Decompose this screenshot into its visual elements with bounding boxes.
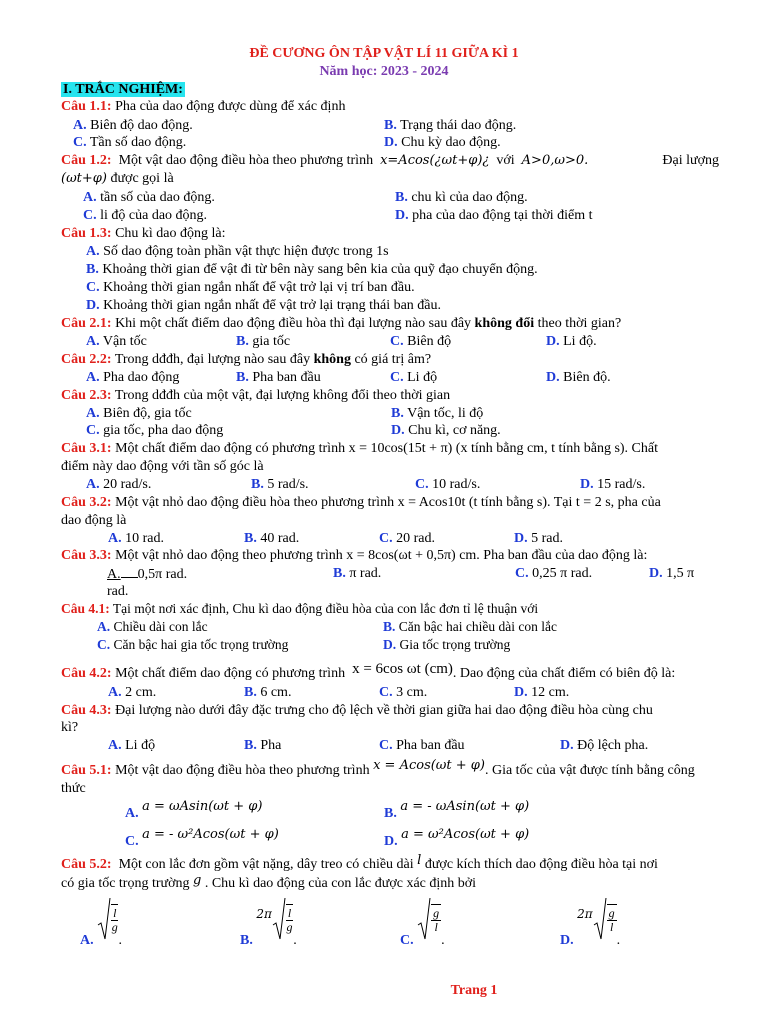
page-title: ĐỀ CƯƠNG ÔN TẬP VẬT LÍ 11 GIỮA KÌ 1 <box>249 46 519 61</box>
option-text: Khoảng thời gian để vật đi từ bên này sang bên kia của quỹ đạo chuyển động. <box>102 262 538 277</box>
question-4-2 <box>61 661 676 682</box>
option-text: 40 rad. <box>260 531 300 546</box>
question-stem: có gia tốc trọng trường <box>61 876 190 891</box>
option-letter: C. <box>390 334 404 349</box>
question-stem: Một vật dao động điều hòa theo phương trình <box>118 153 374 168</box>
option-b <box>244 737 281 754</box>
option-c <box>400 897 445 949</box>
option-b <box>333 565 381 582</box>
option-text: gia tốc <box>252 334 291 349</box>
option-c <box>379 684 427 701</box>
question-stem: Trong dđđh, đại lượng nào sau đây <box>114 352 311 367</box>
option-letter: B. <box>244 738 257 753</box>
numerator: g <box>608 906 615 920</box>
question-stem-end: . Gia tốc của vật được tính bằng công <box>484 763 695 778</box>
option-letter: B. <box>391 406 404 421</box>
option-letter: C. <box>86 280 100 295</box>
option-letter: B. <box>333 566 346 581</box>
option-text: Biên độ dao động. <box>90 118 193 133</box>
question-label: Câu 4.2: <box>61 666 112 681</box>
option-letter: B. <box>384 118 397 133</box>
option-letter: B. <box>384 806 397 821</box>
option-text: Độ lệch pha. <box>577 738 649 753</box>
option-text: Li độ <box>125 738 156 753</box>
option-text: 2 cm. <box>125 685 157 700</box>
variable-l: l <box>417 853 422 868</box>
option-d <box>649 565 694 582</box>
option-letter: D. <box>580 477 594 492</box>
formula: a = ω²Acos(ωt + φ) <box>401 827 530 842</box>
option-letter: C. <box>86 423 100 438</box>
option-d <box>514 530 563 547</box>
question-stem: Một vật nhỏ dao động theo phương trình x = 8cos(ωt + 0,5π) cm. Pha ban đầu của dao động là: <box>115 548 648 563</box>
option-text: 1,5 π <box>666 566 695 581</box>
denominator: g <box>111 920 118 934</box>
option-letter: A. <box>107 567 121 582</box>
radical <box>272 897 293 941</box>
question-stem-end: Đại lượng <box>662 153 719 168</box>
option-letter: A. <box>86 244 100 259</box>
equation: x = Acos(ωt + φ) <box>373 758 485 773</box>
option-d-wrap <box>107 583 128 600</box>
question-label: Câu 2.1: <box>61 316 112 331</box>
option-text: Pha dao động <box>103 370 180 385</box>
question-2-2 <box>61 351 431 368</box>
question-label: Câu 2.3: <box>61 388 112 403</box>
option-b <box>236 369 321 386</box>
question-label: Câu 3.2: <box>61 495 112 510</box>
option-c <box>379 530 435 547</box>
question-stem: Một vật nhỏ dao động điều hòa theo phương trình x = Acos10t (t tính bằng s). Tại t = 2 s, pha của <box>115 495 661 510</box>
option-b <box>384 117 516 134</box>
question-label: Câu 5.2: <box>61 857 112 872</box>
option-b <box>240 897 297 949</box>
option-b <box>244 684 291 701</box>
option-letter: B. <box>236 370 249 385</box>
option-letter: A. <box>83 190 97 205</box>
period: . <box>293 933 297 949</box>
option-letter: B. <box>86 262 99 277</box>
denominator: g <box>286 920 293 934</box>
radical <box>97 897 118 941</box>
option-letter: A. <box>108 685 122 700</box>
page-number: Trang 1 <box>450 983 498 998</box>
question-5-2-line2 <box>61 875 476 892</box>
option-text: Chiều dài con lắc <box>113 619 208 634</box>
question-3-1 <box>61 440 658 457</box>
option-letter: C. <box>379 738 393 753</box>
option-text: 5 rad/s. <box>267 477 309 492</box>
question-stem: Đại lượng nào dưới đây đặc trưng cho độ lệch về thời gian giữa hai dao động điều hòa cùng chu <box>115 703 653 718</box>
option-letter: A. <box>80 933 94 949</box>
question-stem: Một con lắc đơn gồm vật nặng, dây treo có chiều dài <box>118 857 414 872</box>
option-c <box>515 565 592 582</box>
option-a <box>73 117 193 134</box>
question-3-2-line2 <box>61 512 126 529</box>
fraction <box>111 904 118 934</box>
option-text: Pha <box>260 738 282 753</box>
option-letter: B. <box>244 685 257 700</box>
option-letter: C. <box>515 566 529 581</box>
radical <box>417 897 441 941</box>
option-letter: D. <box>514 531 528 546</box>
option-text: Tần số dao động. <box>89 135 187 150</box>
question-1-2-line2 <box>61 170 174 187</box>
option-d <box>514 684 569 701</box>
option-text: rad. <box>107 584 129 599</box>
option-d <box>384 826 530 849</box>
option-text: Biên độ <box>407 334 452 349</box>
option-a <box>108 737 155 754</box>
option-c <box>390 333 451 350</box>
option-text: 0,5π rad. <box>137 567 188 582</box>
option-text: 3 cm. <box>396 685 428 700</box>
option-letter: B. <box>236 334 249 349</box>
period: . <box>616 933 621 949</box>
option-text: 0,25 π rad. <box>532 566 593 581</box>
numerator: l <box>113 906 117 920</box>
option-letter: C. <box>125 834 139 849</box>
option-d <box>560 897 620 949</box>
option-a <box>86 369 179 386</box>
question-1-1 <box>61 98 345 115</box>
option-letter: B. <box>395 190 408 205</box>
question-stem: Một vật dao động điều hòa theo phương trình <box>115 763 370 778</box>
option-a <box>108 684 156 701</box>
option-b <box>244 530 299 547</box>
option-letter: A. <box>125 806 139 821</box>
denominator: l <box>609 920 614 934</box>
question-1-3 <box>61 225 226 242</box>
question-label: Câu 1.1: <box>61 99 112 114</box>
sqrt-sign-icon <box>272 897 286 941</box>
question-stem: được gọi là <box>110 171 174 186</box>
question-4-3-line2 <box>61 719 78 736</box>
option-text: Biên độ. <box>563 370 611 385</box>
option-letter: D. <box>384 834 398 849</box>
option-letter: A. <box>86 406 100 421</box>
question-stem-cont: với <box>496 153 515 168</box>
option-text: Khoảng thời gian ngắn nhất để vật trở lại trạng thái ban đầu. <box>103 298 442 313</box>
option-a <box>86 476 151 493</box>
option-a <box>83 189 215 206</box>
option-text: 10 rad. <box>125 531 165 546</box>
option-letter: D. <box>560 933 574 949</box>
option-letter: A. <box>97 619 111 634</box>
option-letter: C. <box>73 135 87 150</box>
question-stem: Một chất điểm dao động có phương trình x = 10cos(15t + π) (x tính bằng cm, t tính bằng s). Chất <box>115 441 658 456</box>
option-letter: B. <box>251 477 264 492</box>
option-a <box>125 798 263 821</box>
question-stem: Pha của dao động được dùng để xác định <box>115 99 346 114</box>
option-letter: D. <box>546 334 560 349</box>
question-label: Câu 1.2: <box>61 153 112 168</box>
question-stem: điểm này dao động với tần số góc là <box>61 459 264 474</box>
option-text: Biên độ, gia tốc <box>103 406 192 421</box>
option-b <box>86 261 538 278</box>
option-letter: C. <box>83 208 97 223</box>
question-2-1 <box>61 315 621 332</box>
option-c <box>86 422 223 439</box>
fraction <box>431 904 441 934</box>
question-stem-end: . Chu kì dao động của con lắc được xác định bởi <box>204 876 477 891</box>
question-label: Câu 5.1: <box>61 763 112 778</box>
option-letter: B. <box>244 531 257 546</box>
option-letter: A. <box>108 738 122 753</box>
option-letter: B. <box>383 619 396 634</box>
option-text: 20 rad. <box>396 531 436 546</box>
option-text: Gia tốc trọng trường <box>399 637 511 652</box>
question-label: Câu 3.3: <box>61 548 112 563</box>
option-b <box>251 476 309 493</box>
option-d <box>546 333 597 350</box>
option-a <box>80 897 122 949</box>
section-heading <box>61 81 185 98</box>
option-d <box>580 476 645 493</box>
question-stem-end: được kích thích dao động điều hòa tại nơi <box>424 857 658 872</box>
question-stem: dao động là <box>61 513 127 528</box>
option-letter: D. <box>514 685 528 700</box>
expression: (ωt+φ) <box>61 171 107 186</box>
option-b <box>391 405 483 422</box>
question-4-3 <box>61 702 653 719</box>
sqrt-sign-icon <box>593 897 607 941</box>
option-letter: D. <box>86 298 100 313</box>
option-text: Chu kỳ dao động. <box>401 135 501 150</box>
formula: a = - ωAsin(ωt + φ) <box>400 799 530 814</box>
option-b <box>236 333 290 350</box>
underline-blank <box>121 565 138 578</box>
option-c <box>86 279 415 296</box>
option-text: 6 cm. <box>260 685 292 700</box>
question-stem-end: có giá trị âm? <box>354 352 432 367</box>
period: . <box>441 933 445 949</box>
option-letter: A. <box>86 477 100 492</box>
two-pi: 2π <box>577 907 593 922</box>
option-text: Số dao động toàn phần vật thực hiện được trong 1s <box>103 244 389 259</box>
question-5-1 <box>61 758 695 779</box>
sqrt-sign-icon <box>417 897 431 941</box>
numerator: g <box>433 906 440 920</box>
option-text: Khoảng thời gian ngắn nhất để vật trở lại vị trí ban đầu. <box>103 280 415 295</box>
option-text: gia tốc, pha dao động <box>103 423 224 438</box>
two-pi: 2π <box>256 907 272 922</box>
option-d <box>86 297 441 314</box>
fraction <box>607 904 617 934</box>
option-letter: A. <box>86 334 100 349</box>
equation: x = 6cos ωt (cm) <box>352 661 453 677</box>
option-d <box>391 422 501 439</box>
option-a <box>107 565 187 583</box>
option-letter: C. <box>97 637 111 652</box>
formula: a = ωAsin(ωt + φ) <box>142 799 263 814</box>
question-emphasis: không <box>313 352 351 367</box>
variable-g: g <box>193 873 202 888</box>
section-title: I. TRẮC NGHIỆM: <box>63 82 183 97</box>
option-letter: D. <box>384 135 398 150</box>
option-letter: C. <box>400 933 414 949</box>
sqrt-sign-icon <box>97 897 111 941</box>
question-5-2 <box>61 853 658 873</box>
option-c <box>125 826 279 849</box>
question-label: Câu 3.1: <box>61 441 112 456</box>
option-d <box>384 134 501 151</box>
formula: a = - ω²Acos(ωt + φ) <box>142 827 279 842</box>
question-stem: Trong dđđh của một vật, đại lượng không đổi theo thời gian <box>114 388 451 403</box>
option-c <box>97 636 288 653</box>
question-stem-end: theo thời gian? <box>537 316 622 331</box>
equation: x=Acos(¿ωt+φ)¿ <box>380 153 490 168</box>
option-a <box>97 618 208 635</box>
option-letter: C. <box>415 477 429 492</box>
numerator: l <box>287 906 292 920</box>
question-3-3 <box>61 547 647 564</box>
question-stem: Một chất điểm dao động có phương trình <box>115 666 346 681</box>
option-c <box>415 476 480 493</box>
option-c <box>83 207 207 224</box>
option-letter: D. <box>395 208 409 223</box>
option-a <box>86 405 192 422</box>
question-label: Câu 2.2: <box>61 352 112 367</box>
option-d <box>395 207 593 224</box>
option-letter: C. <box>379 531 393 546</box>
option-text: Chu kì, cơ năng. <box>408 423 501 438</box>
option-text: 5 rad. <box>531 531 564 546</box>
option-text: li độ của dao động. <box>100 208 208 223</box>
period: . <box>118 933 122 949</box>
question-stem: Khi một chất điểm dao động điều hòa thì đại lượng nào sau đây <box>115 316 472 331</box>
option-text: Trạng thái dao động. <box>400 118 517 133</box>
option-text: Vận tốc <box>102 334 147 349</box>
option-text: 10 rad/s. <box>432 477 481 492</box>
radical <box>593 897 617 941</box>
option-b <box>383 618 557 635</box>
option-c <box>390 369 437 386</box>
option-letter: D. <box>649 566 663 581</box>
question-4-1 <box>61 600 538 617</box>
option-text: π rad. <box>349 566 382 581</box>
option-letter: C. <box>390 370 404 385</box>
option-text: chu kì của dao động. <box>411 190 528 205</box>
question-label: Câu 1.3: <box>61 226 112 241</box>
option-d <box>546 369 611 386</box>
option-text: pha của dao động tại thời điểm t <box>412 208 593 223</box>
option-text: Pha ban đầu <box>396 738 465 753</box>
question-stem-end: . Dao động của chất điểm có biên độ là: <box>452 666 676 681</box>
option-a <box>108 530 164 547</box>
question-stem: Chu kì dao động là: <box>115 226 226 241</box>
option-letter: C. <box>379 685 393 700</box>
option-letter: B. <box>240 933 253 949</box>
question-stem: thức <box>61 781 86 796</box>
option-c <box>73 134 186 151</box>
question-5-1-line2 <box>61 780 86 797</box>
fraction <box>286 904 293 934</box>
option-text: 15 rad/s. <box>597 477 646 492</box>
question-3-2 <box>61 494 661 511</box>
question-2-3 <box>61 387 450 404</box>
option-letter: A. <box>108 531 122 546</box>
option-a <box>86 243 389 260</box>
question-label: Câu 4.1: <box>61 601 110 616</box>
school-year: Năm học: 2023 - 2024 <box>319 64 449 79</box>
option-d <box>560 737 648 754</box>
option-d <box>383 636 510 653</box>
option-c <box>379 737 465 754</box>
option-text: 12 cm. <box>531 685 570 700</box>
option-text: Căn bậc hai gia tốc trọng trường <box>113 637 289 652</box>
option-text: Li độ. <box>563 334 597 349</box>
option-letter: A. <box>73 118 87 133</box>
question-stem: kì? <box>61 720 79 735</box>
option-letter: A. <box>86 370 100 385</box>
option-text: Pha ban đầu <box>252 370 321 385</box>
option-a <box>86 333 147 350</box>
option-b <box>384 798 530 821</box>
option-letter: D. <box>391 423 405 438</box>
option-text: tần số của dao động. <box>100 190 215 205</box>
option-text: Li độ <box>407 370 438 385</box>
question-label: Câu 4.3: <box>61 703 112 718</box>
option-text: 20 rad/s. <box>103 477 152 492</box>
question-3-1-line2 <box>61 458 264 475</box>
option-b <box>395 189 528 206</box>
option-letter: D. <box>546 370 560 385</box>
question-emphasis: không đổi <box>474 316 535 331</box>
question-1-2 <box>61 152 719 169</box>
condition: A>0,ω>0. <box>521 153 589 168</box>
option-letter: D. <box>560 738 574 753</box>
denominator: l <box>434 920 438 934</box>
option-text: Vận tốc, li độ <box>407 406 484 421</box>
question-stem: Tại một nơi xác định, Chu kì dao động điều hòa của con lắc đơn tỉ lệ thuận với <box>112 601 539 616</box>
option-text: Căn bậc hai chiều dài con lắc <box>398 619 557 634</box>
option-letter: D. <box>383 637 397 652</box>
